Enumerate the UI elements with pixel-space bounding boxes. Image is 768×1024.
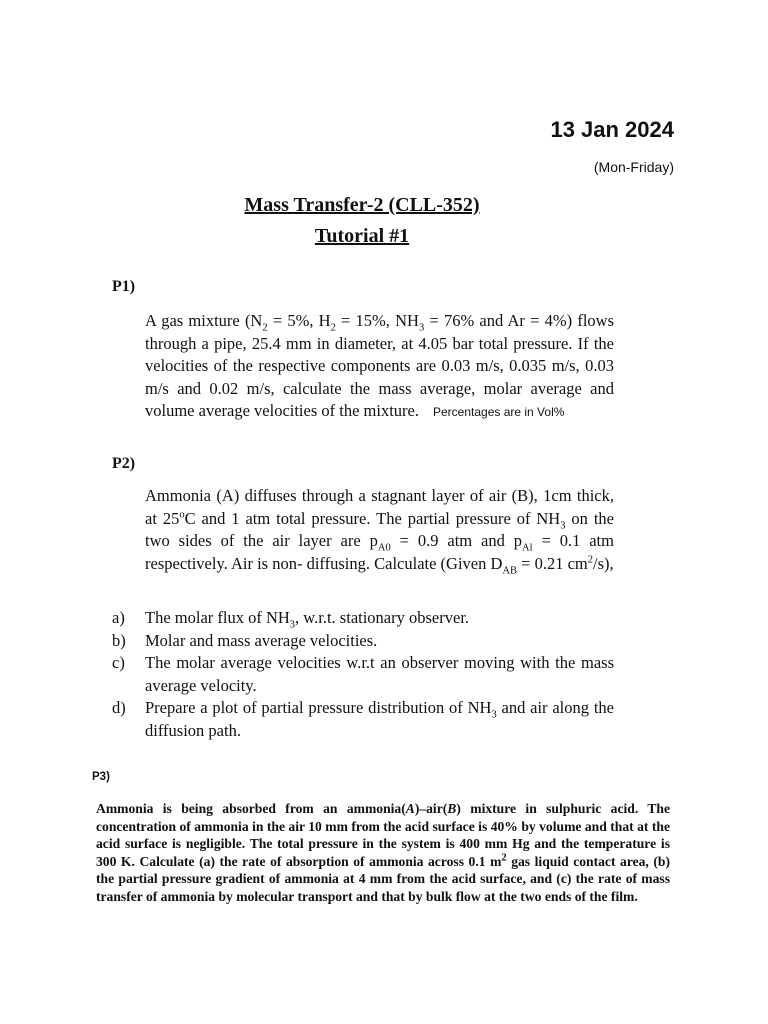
percentage-note: Percentages are in Vol% — [432, 405, 565, 419]
item-marker: b) — [112, 630, 126, 650]
list-item: a) The molar flux of $NH_3$, w.r.t. stationary observer. — [112, 608, 470, 631]
problem-1-label: P1) — [112, 278, 136, 295]
item-marker: a) — [112, 608, 125, 627]
problem-3-label: P3) — [92, 771, 110, 783]
tutorial-title: Tutorial #1 — [314, 225, 410, 247]
problem-2-label: P2) — [112, 455, 136, 472]
schedule-days: (Mon-Friday) — [593, 159, 674, 175]
item-marker: d) — [112, 698, 126, 717]
date-heading: 13 Jan 2024 — [550, 117, 674, 142]
problem-3-text: Ammonia is being absorbed from an ammonia(A)–air(B) mixture in sulphuric acid. The concentration of ammonia in the air 10 mm from the acid surface is 40% by volume and that at the acid surface is negligible. The total pressure in the system is 400 mm Hg and the temperature is 300 K. Calculate (a) the rate of absorption of ammonia across 0.1 $m^2$ gas liquid contact area, (b) the partial pressure gradient of ammonia at 4 mm from the acid surface, and (c) the rate of mass transfer of ammonia by molecular transport and that by bulk flow at the two ends of the film. — [96, 801, 671, 904]
problem-2-subparts — [112, 607, 614, 742]
problem-2-text: Ammonia (A) diffuses through a stagnant layer of air (B), 1cm thick, at 25$^o$C and 1 atm total pressure. The partial pressure of $NH_3$ on the two sides of the air layer are $p_{A0} = 0.9$ atm and $p_{Al} = 0.1$ atm respectively. Air is non- diffusing. Calculate (Given $D_{AB} = 0.21$ $cm^2/s$), — [145, 486, 614, 576]
course-title: Mass Transfer-2 (CLL-352) — [244, 194, 480, 216]
item-marker: c) — [112, 653, 125, 672]
problem-1-text: A gas mixture ($N_2 = 5\%$, $H_2 = 15\%$, $NH_3 = 76\%$ and Ar = 4%) flows through a pipe, 25.4 mm in diameter, at 4.05 bar total pressure. If the velocities of the respective components are 0.03 m/s, 0.035 m/s, 0.03 m/s and 0.02 m/s, calculate the mass average, molar average and volume average velocities of the mixture. Percentages are in Vol% — [145, 311, 615, 420]
list-item: d) Prepare a plot of partial pressure distribution of $NH_3$ and air along the diffusion path. — [112, 697, 614, 742]
list-item: c) The molar average velocities w.r.t an observer moving with the mass average velocity. — [112, 652, 614, 697]
list-item: b) Molar and mass average velocities. — [112, 630, 614, 653]
